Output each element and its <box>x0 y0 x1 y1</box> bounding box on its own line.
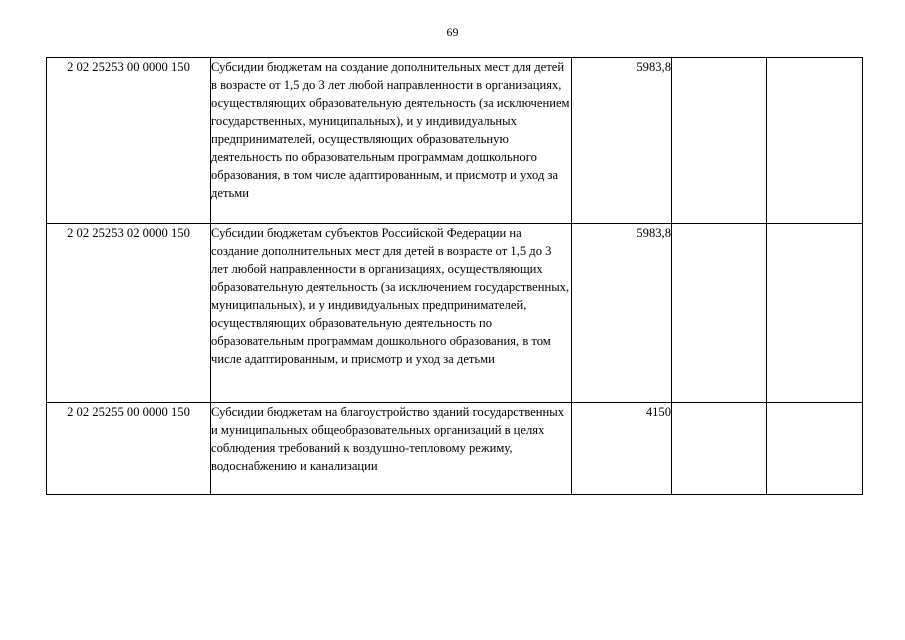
table-row <box>47 58 863 224</box>
empty-amount-cell-2 <box>672 403 767 495</box>
budget-code-cell: 2 02 25253 00 0000 150 <box>47 58 211 224</box>
empty-amount-cell-3 <box>767 224 863 403</box>
budget-table <box>46 57 863 495</box>
empty-amount-cell-2 <box>672 224 767 403</box>
amount-cell: 5983,8 <box>572 224 672 403</box>
amount-cell: 4150 <box>572 403 672 495</box>
table-row <box>47 403 863 495</box>
empty-amount-cell-3 <box>767 58 863 224</box>
budget-description-cell: Субсидии бюджетам на создание дополнительных мест для детей в возрасте от 1,5 до 3 лет любой направленности в организациях, осуществляющих образовательную деятельность (за исключением государственных, муниципальных), и у индивидуальных предпринимателей, осуществляющих образовательную деятельность по образовательным программам дошкольного образования, в том числе адаптированным, и присмотр и уход за детьми <box>211 58 572 224</box>
page-number: 69 <box>446 25 459 39</box>
table-row <box>47 224 863 403</box>
amount-cell: 5983,8 <box>572 58 672 224</box>
budget-description-cell: Субсидии бюджетам на благоустройство зданий государственных и муниципальных общеобразовательных организаций в целях соблюдения требований к воздушно-тепловому режиму, водоснабжению и канализации <box>211 403 572 495</box>
budget-code-cell: 2 02 25253 02 0000 150 <box>47 224 211 403</box>
budget-description-cell: Субсидии бюджетам субъектов Российской Федерации на создание дополнительных мест для детей в возрасте от 1,5 до 3 лет любой направленности в организациях, осуществляющих образовательную деятельность (за исключением государственных, муниципальных), и у индивидуальных предпринимателей, осуществляющих образовательную деятельность по образовательным программам дошкольного образования, в том числе адаптированным, и присмотр и уход за детьми <box>211 224 572 403</box>
budget-code-cell: 2 02 25255 00 0000 150 <box>47 403 211 495</box>
empty-amount-cell-3 <box>767 403 863 495</box>
empty-amount-cell-2 <box>672 58 767 224</box>
